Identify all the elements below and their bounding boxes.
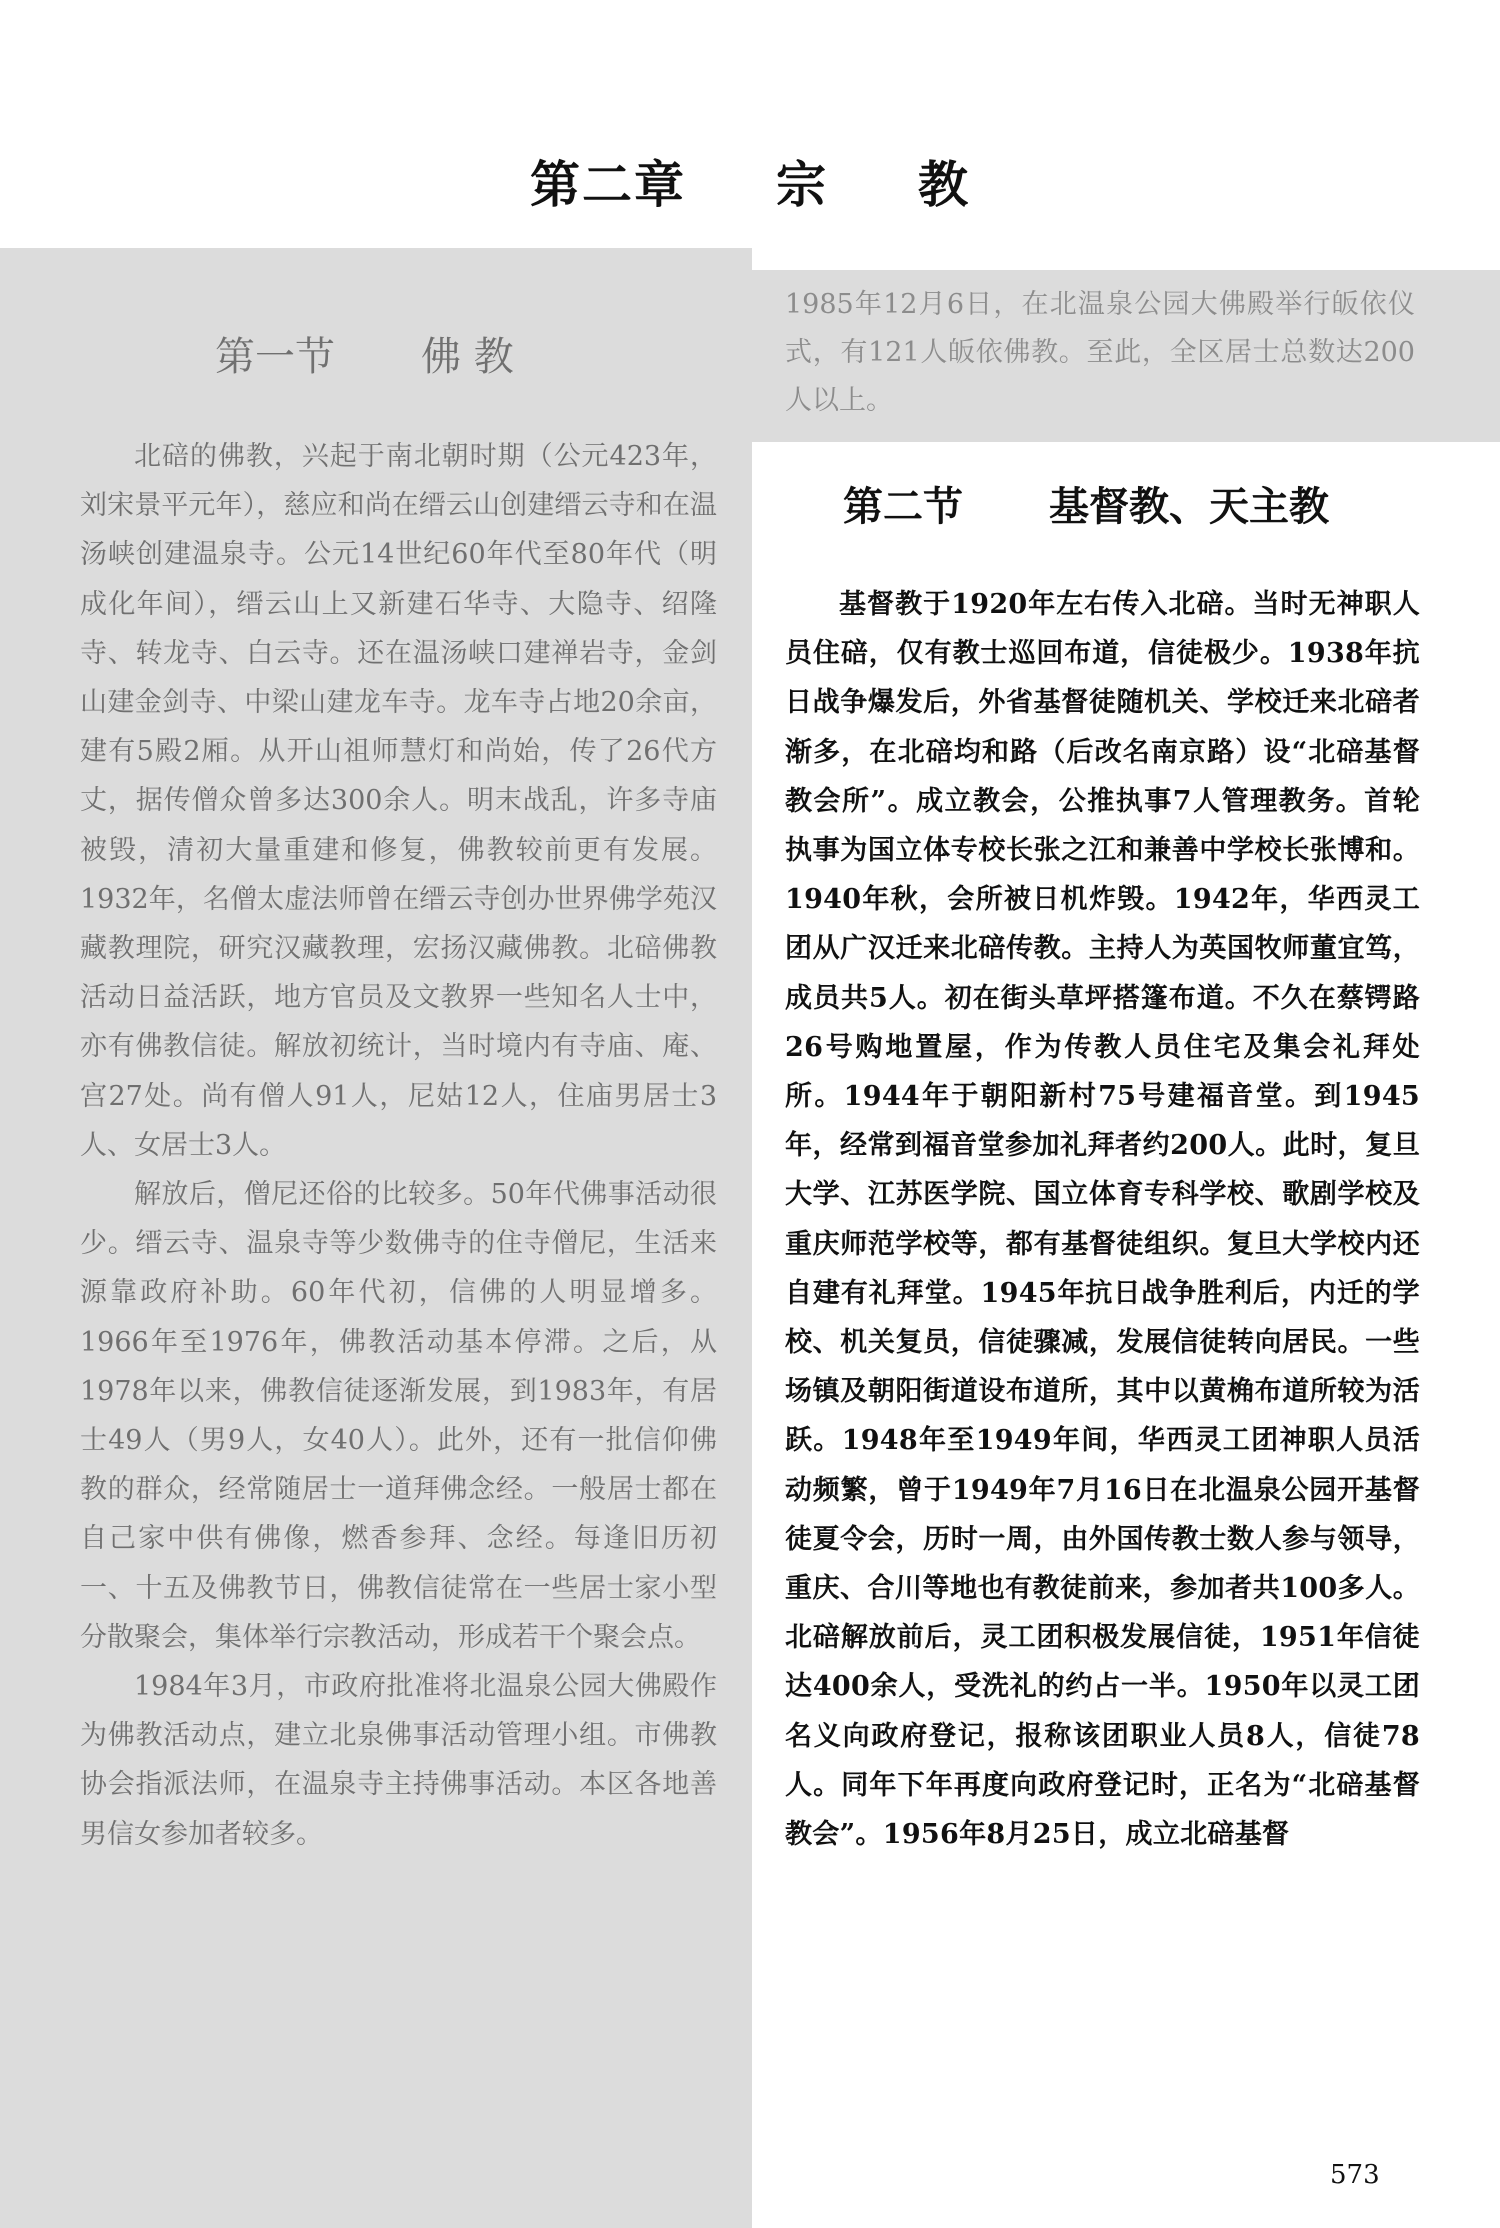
section-2-title: 基督教、天主教 bbox=[1049, 483, 1329, 530]
section-1-heading bbox=[215, 325, 514, 382]
section-2-paragraph-1: 基督教于1920年左右传入北碚。当时无神职人员住碚，仅有教士巡回布道，信徒极少。1938年抗日战争爆发后，外省基督徒随机关、学校迁来北碚者渐多，在北碚均和路（后改名南京路）设“北碚基督教会所”。成立教会，公推执事7人管理教务。首轮执事为国立体专校长张之江和兼善中学校长张博和。1940年秋，会所被日机炸毁。1942年，华西灵工团从广汉迁来北碚传教。主持人为英国牧师董宜笃，成员共5人。初在街头草坪搭篷布道。不久在蔡锷路26号购地置屋，作为传教人员住宅及集会礼拜处所。1944年于朝阳新村75号建福音堂。到1945年，经常到福音堂参加礼拜者约200人。此时，复旦大学、江苏医学院、国立体育专科学校、歌剧学校及重庆师范学校等，都有基督徒组织。复旦大学校内还自建有礼拜堂。1945年抗日战争胜利后，内迁的学校、机关复员，信徒骤减，发展信徒转向居民。一些场镇及朝阳街道设布道所，其中以黄桷布道所较为活跃。1948年至1949年间，华西灵工团神职人员活动频繁，曾于1949年7月16日在北温泉公园开基督徒夏令会，历时一周，由外国传教士数人参与领导，重庆、合川等地也有教徒前来，参加者共100多人。北碚解放前后，灵工团积极发展信徒，1951年信徒达400余人，受洗礼的约占一半。1950年以灵工团名义向政府登记，报称该团职业人员8人，信徒78人。同年下年再度向政府登记时，正名为“北碚基督教会”。1956年8月25日，成立北碚基督 bbox=[785, 589, 1420, 1851]
chapter-title bbox=[0, 145, 1500, 217]
section-1-paragraph-2: 解放后，僧尼还俗的比较多。50年代佛事活动很少。缙云寺、温泉寺等少数佛寺的住寺僧尼，生活来源靠政府补助。60年代初，信佛的人明显增多。1966年至1976年，佛教活动基本停滞。之后，从1978年以来，佛教信徒逐渐发展，到1983年，有居士49人（男9人，女40人）。此外，还有一批信仰佛教的群众，经常随居士一道拜佛念经。一般居士都在自己家中供有佛像，燃香参拜、念经。每逢旧历初一、十五及佛教节日，佛教信徒常在一些居士家小型分散聚会，集体举行宗教活动，形成若干个聚会点。 bbox=[80, 1179, 717, 1653]
section-1-number: 第一节 bbox=[215, 334, 335, 380]
page-number: 573 bbox=[1330, 2160, 1380, 2190]
chapter-number: 第二章 bbox=[530, 155, 686, 214]
section-2-heading bbox=[843, 475, 1329, 532]
section-1-continuation bbox=[785, 281, 1415, 425]
section-2-body bbox=[785, 580, 1420, 1859]
section-1-paragraph-1: 北碚的佛教，兴起于南北朝时期（公元423年，刘宋景平元年），慈应和尚在缙云山创建缙云寺和在温汤峡创建温泉寺。公元14世纪60年代至80年代（明成化年间），缙云山上又新建石华寺、大隐寺、绍隆寺、转龙寺、白云寺。还在温汤峡口建禅岩寺，金剑山建金剑寺、中梁山建龙车寺。龙车寺占地20余亩，建有5殿2厢。从开山祖师慧灯和尚始，传了26代方丈，据传僧众曾多达300余人。明末战乱，许多寺庙被毁，清初大量重建和修复，佛教较前更有发展。1932年，名僧太虚法师曾在缙云寺创办世界佛学苑汉藏教理院，研究汉藏教理，宏扬汉藏佛教。北碚佛教活动日益活跃，地方官员及文教界一些知名人士中，亦有佛教信徒。解放初统计，当时境内有寺庙、庵、宫27处。尚有僧人91人，尼姑12人，住庙男居士3人、女居士3人。 bbox=[80, 441, 717, 1161]
section-1-paragraph-3: 1984年3月，市政府批准将北温泉公园大佛殿作为佛教活动点，建立北泉佛事活动管理小组。市佛教协会指派法师，在温泉寺主持佛事活动。本区各地善男信女参加者较多。 bbox=[80, 1671, 717, 1850]
section-2-number: 第二节 bbox=[843, 483, 963, 530]
chapter-title-char-1: 宗 bbox=[776, 155, 828, 214]
chapter-title-char-2: 教 bbox=[918, 155, 970, 214]
section-1-body bbox=[80, 432, 717, 1859]
section-1-title: 佛 教 bbox=[421, 334, 514, 380]
section-1-continuation-text: 1985年12月6日，在北温泉公园大佛殿举行皈依仪式，有121人皈依佛教。至此，全区居士总数达200人以上。 bbox=[785, 289, 1415, 416]
